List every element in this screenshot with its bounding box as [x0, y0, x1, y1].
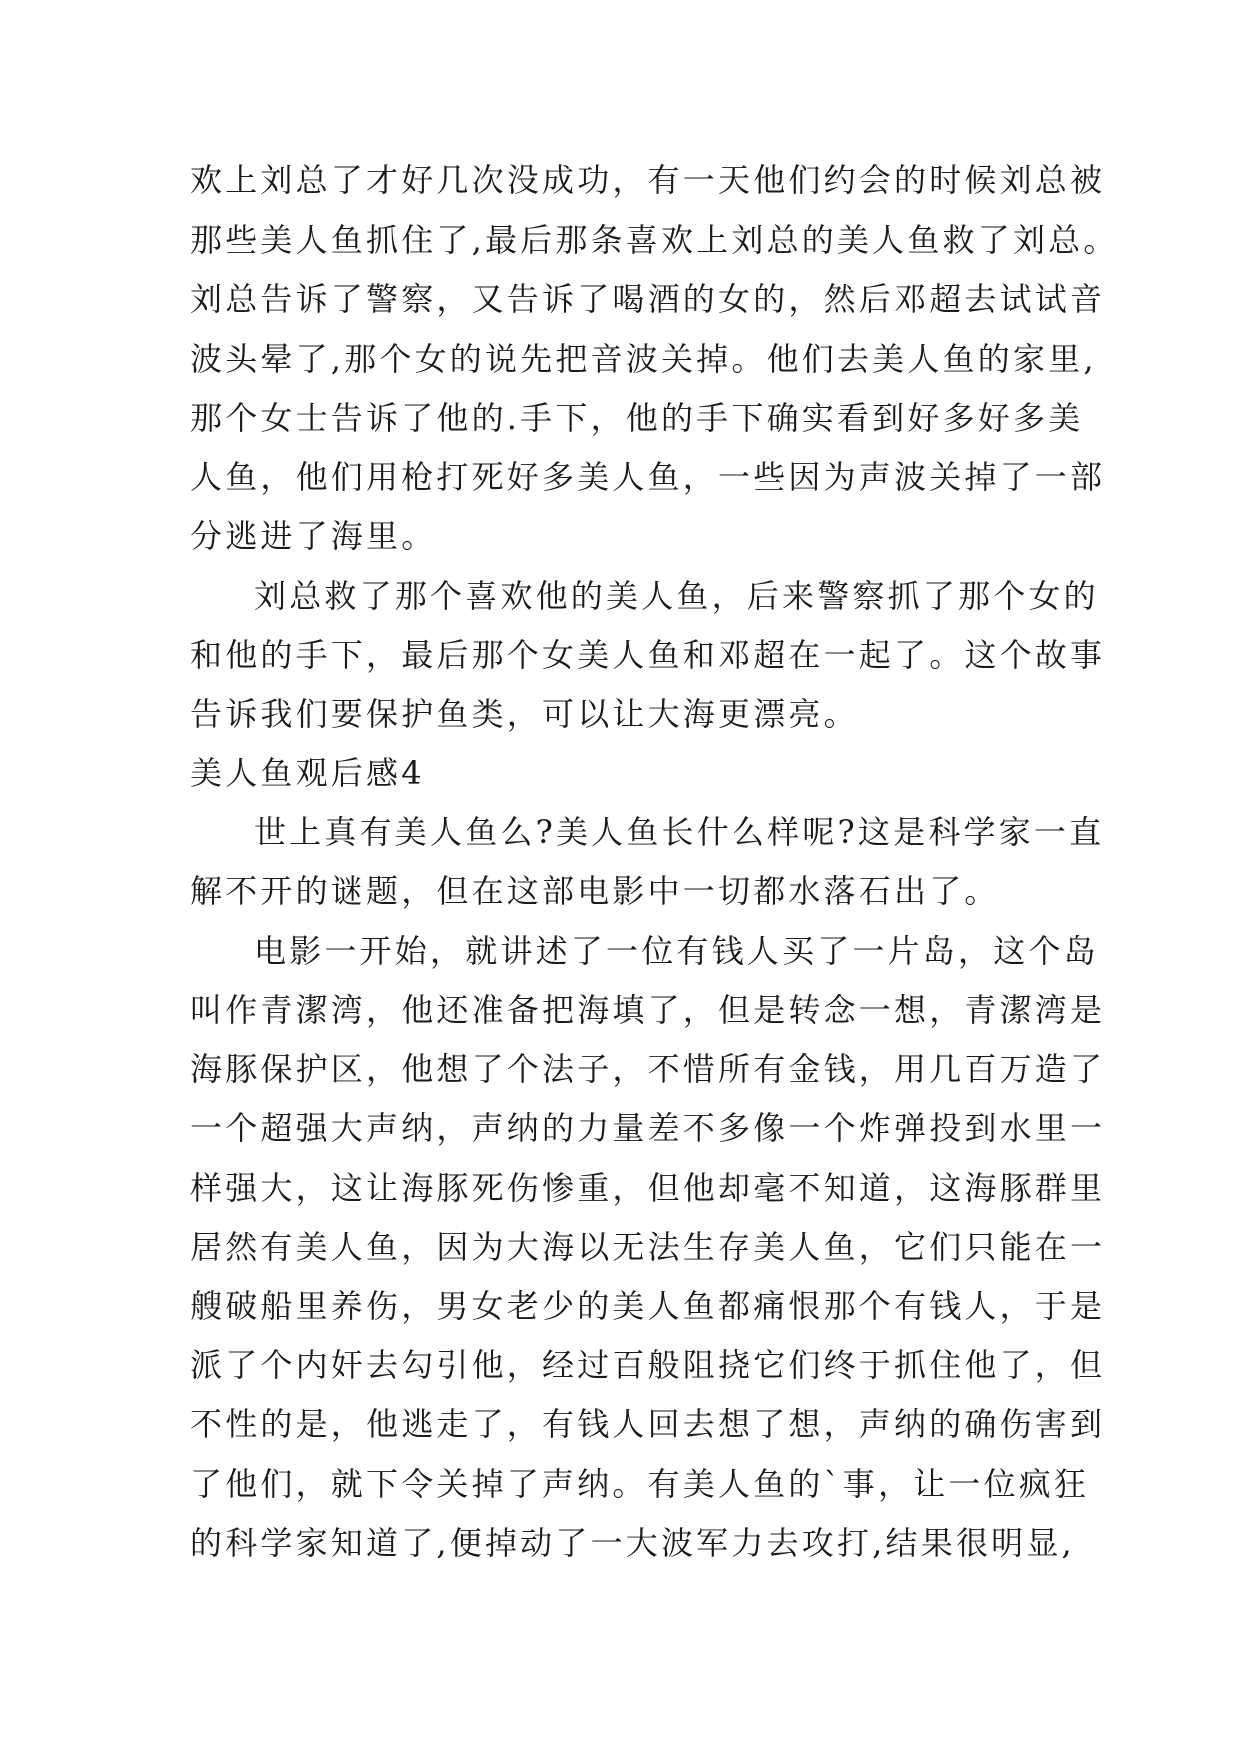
text-line: 波头晕了,那个女的说先把音波关掉。他们去美人鱼的家里, — [190, 340, 1097, 378]
text-line: 样强大，这让海豚死伤惨重，但他却毫不知道，这海豚群里 — [190, 1169, 1106, 1207]
text-line: 居然有美人鱼，因为大海以无法生存美人鱼，它们只能在一 — [190, 1228, 1106, 1266]
text-line: 解不开的谜题，但在这部电影中一切都水落石出了。 — [190, 872, 1000, 910]
text-line: 艘破船里养伤，男女老少的美人鱼都痛恨那个有钱人，于是 — [190, 1287, 1106, 1325]
text-line: 欢上刘总了才好几次没成功，有一天他们约会的时候刘总被 — [190, 161, 1106, 199]
text-line: 那些美人鱼抓住了,最后那条喜欢上刘总的美人鱼救了刘总。 — [190, 221, 1119, 259]
text-line: 了他们，就下令关掉了声纳。有美人鱼的`事，让一位疯狂 — [190, 1465, 1090, 1503]
text-line: 告诉我们要保护鱼类，可以让大海更漂亮。 — [190, 695, 859, 733]
text-line: 分逃进了海里。 — [190, 517, 437, 555]
paragraph-first-line: 世上真有美人鱼么?美人鱼长什么样呢?这是科学家一直 — [254, 813, 1105, 851]
text-line: 那个女士告诉了他的.手下，他的手下确实看到好多好多美 — [190, 399, 1084, 437]
text-line: 和他的手下，最后那个女美人鱼和邓超在一起了。这个故事 — [190, 636, 1106, 674]
text-line: 海豚保护区，他想了个法子，不惜所有金钱，用几百万造了 — [190, 1050, 1106, 1088]
text-line: 的科学家知道了,便掉动了一大波军力去攻打,结果很明显, — [190, 1524, 1075, 1562]
text-line: 人鱼，他们用枪打死好多美人鱼，一些因为声波关掉了一部 — [190, 458, 1106, 496]
paragraph-first-line: 电影一开始，就讲述了一位有钱人买了一片岛，这个岛 — [254, 932, 1099, 970]
text-line: 刘总告诉了警察，又告诉了喝酒的女的，然后邓超去试试音 — [190, 280, 1106, 318]
text-line: 叫作青潔湾，他还准备把海填了，但是转念一想，青潔湾是 — [190, 991, 1106, 1029]
text-line: 派了个内奸去勾引他，经过百般阻挠它们终于抓住他了，但 — [190, 1346, 1106, 1384]
paragraph-first-line: 刘总救了那个喜欢他的美人鱼，后来警察抓了那个女的 — [254, 577, 1099, 615]
text-line: 不性的是，他逃走了，有钱人回去想了想，声纳的确伤害到 — [190, 1405, 1106, 1443]
section-heading: 美人鱼观后感4 — [190, 754, 425, 792]
text-line: 一个超强大声纳，声纳的力量差不多像一个炸弹投到水里一 — [190, 1109, 1106, 1147]
